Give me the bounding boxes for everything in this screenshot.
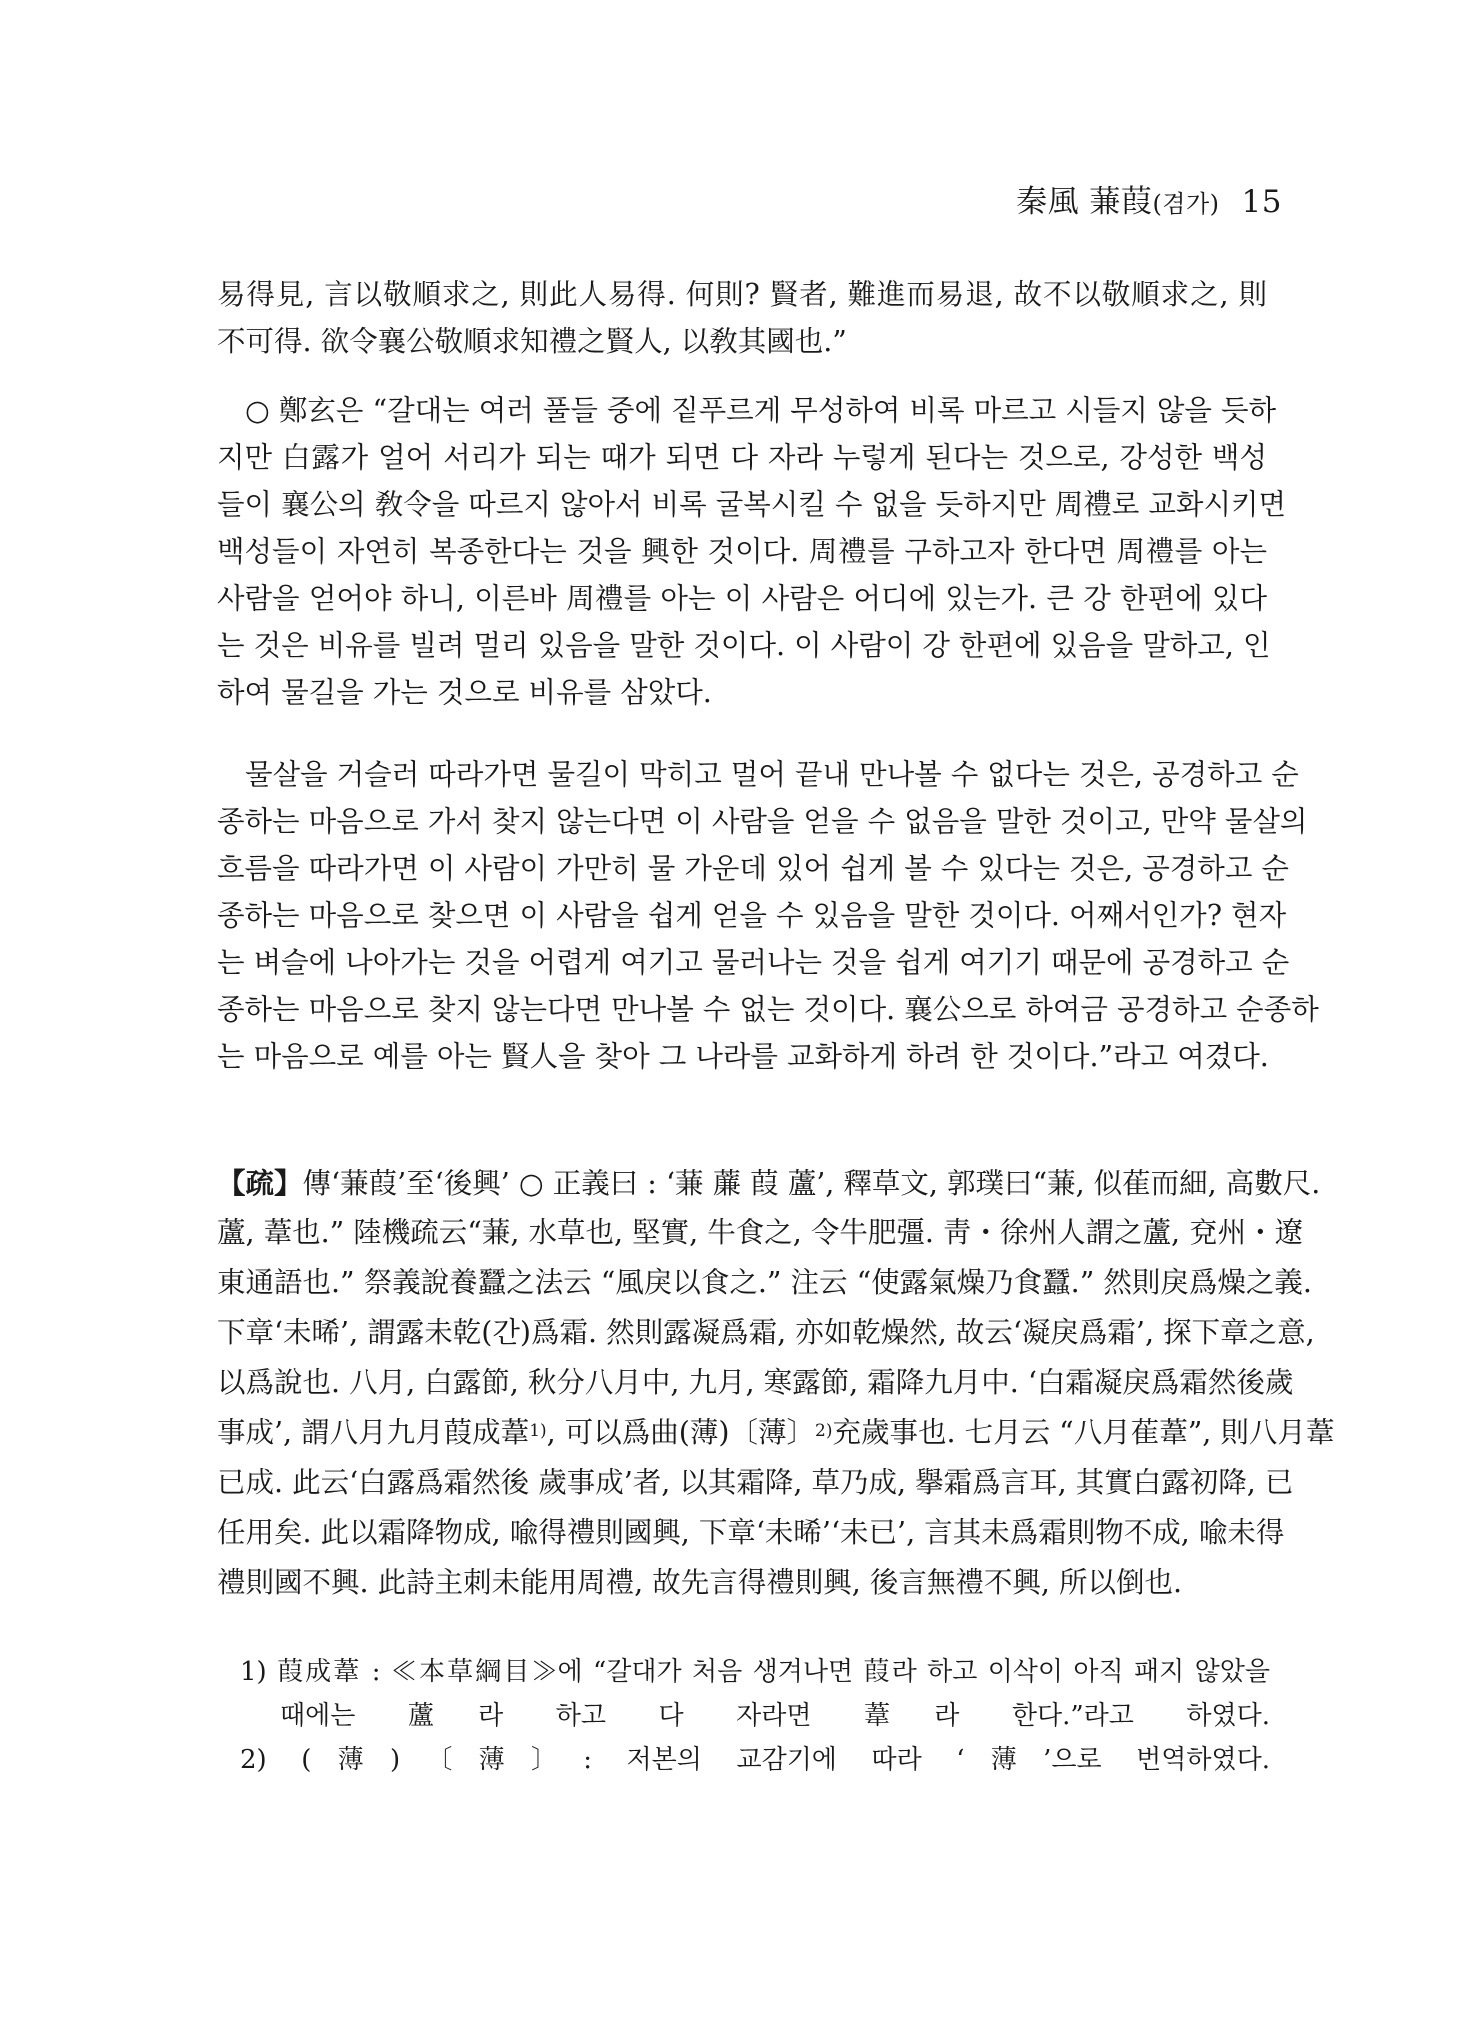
text-line: 禮則國不興. 此詩主刺未能用周禮, 故先言得禮則興, 後言無禮不興, 所以倒也. (217, 1566, 1183, 1599)
text-line (217, 1158, 1321, 1208)
footnote-line: 때에는 蘆라 하고 다 자라면 葦라 한다.”라고 하였다. (280, 1701, 1270, 1731)
shu-line-text: 事成’, 謂八月九月葭成葦 (217, 1416, 530, 1449)
text-line: 종하는 마음으로 찾으면 이 사람을 쉽게 얻을 수 있음을 말한 것이다. 어째서인가? 현자 (217, 899, 1287, 932)
text-line: 종하는 마음으로 찾지 않는다면 만나볼 수 없는 것이다. 襄公으로 하여금 공경하고 순종하 (217, 993, 1319, 1026)
text-line: 東通語也.” 祭義說養蠶之法云 “風戾以食之.” 注云 “使露氣燥乃食蠶.” 然則戾爲燥之義. (217, 1266, 1312, 1299)
shu-label: 【疏】 (217, 1166, 303, 1200)
running-header (1016, 176, 1282, 221)
page-number: 15 (1241, 184, 1282, 220)
text-line: 백성들이 자연히 복종한다는 것을 興한 것이다. 周禮를 구하고자 한다면 周禮를 아는 (217, 535, 1267, 568)
text-line: 已成. 此云‘白露爲霜然後 歲事成’者, 以其霜降, 草乃成, 擧霜爲言耳, 其實白露初降, 已 (217, 1466, 1294, 1499)
text-line: 下章‘未晞’, 謂露未乾(간)爲霜. 然則露凝爲霜, 亦如乾燥然, 故云‘凝戾爲霜’, 探下章之意, (217, 1316, 1315, 1349)
shu-line-text: 傳‘蒹葭’至‘後興’ ○ 正義曰 : ‘蒹 薕 葭 蘆’, 釋草文, 郭璞曰“蒹, 似萑而細, 高數尺. (302, 1167, 1321, 1200)
commentary-shu (217, 1158, 1335, 1608)
text-line: 는 것은 비유를 빌려 멀리 있음을 말한 것이다. 이 사람이 강 한편에 있음을 말하고, 인 (217, 629, 1271, 662)
paragraph-zheng-xuan (217, 387, 1287, 716)
text-line: 들이 襄公의 敎令을 따르지 않아서 비록 굴복시킬 수 없을 듯하지만 周禮로 교화시키면 (217, 488, 1287, 521)
shu-line-text: , 可以爲曲(薄)〔薄〕 (546, 1416, 815, 1449)
text-line: 하여 물길을 가는 것으로 비유를 삼았다. (217, 676, 712, 709)
header-title-gloss: (겸가) (1152, 190, 1220, 218)
text-line: 지만 白露가 얼어 서리가 되는 때가 되면 다 자라 누렇게 된다는 것으로, 강성한 백성 (217, 441, 1267, 474)
text-line: ○ 鄭玄은 “갈대는 여러 풀들 중에 짙푸르게 무성하여 비록 마르고 시들지 않을 듯하 (245, 394, 1277, 427)
text-line: 蘆, 葦也.” 陸機疏云“蒹, 水草也, 堅實, 牛食之, 令牛肥彊. 靑・徐州人謂之蘆, 兗州・遼 (217, 1216, 1304, 1249)
paragraph-explanation (217, 751, 1319, 1080)
footnote-1 (240, 1650, 1270, 1738)
footnote-ref-1[interactable]: 1) (529, 1421, 547, 1441)
footnote-line: 2) (薄)〔薄〕: 저본의 교감기에 따라 ‘薄’으로 번역하였다. (240, 1745, 1270, 1775)
paragraph-continuation (217, 271, 1267, 365)
shu-line-text: 充歲事也. 七月云 “八月萑葦”, 則八月葦 (832, 1416, 1335, 1449)
footnote-ref-2[interactable]: 2) (815, 1421, 833, 1441)
text-line: 흐름을 따라가면 이 사람이 가만히 물 가운데 있어 쉽게 볼 수 있다는 것은, 공경하고 순 (217, 852, 1289, 885)
footnote-line: 1) 葭成葦 : ≪本草綱目≫에 “갈대가 처음 생겨나면 葭라 하고 이삭이 아직 패지 않았을 (240, 1657, 1270, 1687)
text-line: 물살을 거슬러 따라가면 물길이 막히고 멀어 끝내 만나볼 수 없다는 것은, 공경하고 순 (245, 758, 1299, 791)
text-line: 는 마음으로 예를 아는 賢人을 찾아 그 나라를 교화하게 하려 한 것이다.”라고 여겼다. (217, 1040, 1269, 1073)
header-title: 秦風 蒹葭 (1016, 184, 1153, 220)
text-line: 以爲說也. 八月, 白露節, 秋分八月中, 九月, 寒露節, 霜降九月中. ‘白霜凝戾爲霜然後歲 (217, 1366, 1294, 1399)
footnote-2 (240, 1738, 1270, 1782)
text-line (217, 1408, 1335, 1458)
text-line: 易得見, 言以敬順求之, 則此人易得. 何則? 賢者, 難進而易退, 故不以敬順求之, 則 (217, 278, 1267, 311)
text-line: 사람을 얻어야 하니, 이른바 周禮를 아는 이 사람은 어디에 있는가. 큰 강 한편에 있다 (217, 582, 1267, 615)
text-line: 任用矣. 此以霜降物成, 喩得禮則國興, 下章‘未晞’‘未已’, 言其未爲霜則物不成, 喩未得 (217, 1516, 1285, 1549)
text-line: 不可得. 欲令襄公敬順求知禮之賢人, 以敎其國也.” (217, 325, 847, 358)
text-line: 종하는 마음으로 가서 찾지 않는다면 이 사람을 얻을 수 없음을 말한 것이고, 만약 물살의 (217, 805, 1308, 838)
text-line: 는 벼슬에 나아가는 것을 어렵게 여기고 물러나는 것을 쉽게 여기기 때문에 공경하고 순 (217, 946, 1290, 979)
